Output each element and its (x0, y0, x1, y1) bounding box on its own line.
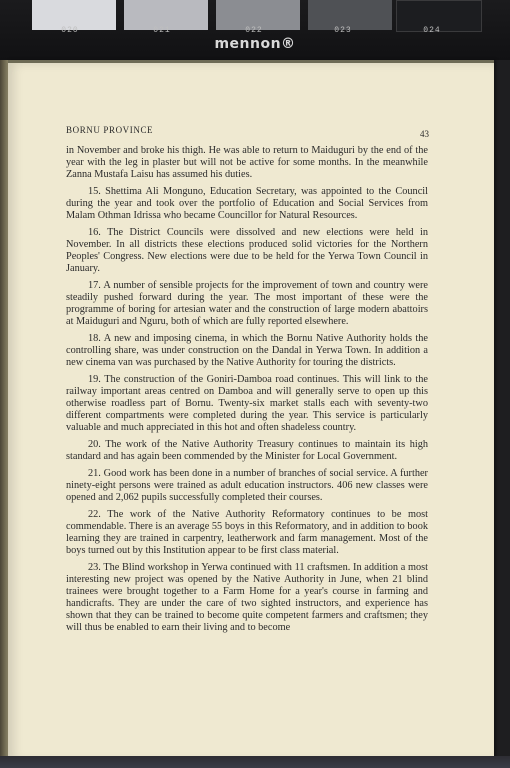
right-shadow (494, 60, 510, 760)
page-body (66, 145, 428, 639)
paragraph: 21. Good work has been done in a number of branches of social service. A further ninety-eight persons were trained as adult education instructors. 406 new classes were opened and 2,062 pupils successfully completed their courses. (66, 468, 428, 503)
swatch-number: 024 (423, 26, 441, 35)
swatch-number: 023 (334, 26, 352, 35)
paragraph: 15. Shettima Ali Monguno, Education Secretary, was appointed to the Council during the year and took over the portfolio of Education and Social Services from Malam Othman Idrissa who became Councillor for Natural Resources. (66, 186, 428, 221)
swatch-number: 021 (153, 26, 171, 35)
scanner-bed-edge (0, 756, 510, 768)
swatch-number: 020 (61, 26, 79, 35)
paragraph: 16. The District Councils were dissolved and new elections were held in November. In all districts these elections produced solid victories for the Northern Peoples' Congress. New elections were due to be held for the Yerwa Town Council in January. (66, 227, 428, 274)
paragraph: 18. A new and imposing cinema, in which the Bornu Native Authority holds the controlling share, was under construction on the Dandal in Yerwa Town. In addition a new cinema van was purchased by the Native Authority for touring the districts. (66, 333, 428, 368)
paragraph: 20. The work of the Native Authority Treasury continues to maintain its high standard and has again been commended by the Minister for Local Government. (66, 439, 428, 462)
paragraph: in November and broke his thigh. He was able to return to Maiduguri by the end of the year with the leg in plaster but will not be active for some months. In the meanwhile Zanna Mustafa Laisu has assumed his duties. (66, 145, 428, 180)
running-head: BORNU PROVINCE (66, 125, 154, 135)
scanner-calibration-bar (0, 0, 510, 60)
scanner-brand-logo: mennon® (214, 36, 296, 52)
paragraph: 23. The Blind workshop in Yerwa continued with 11 craftsmen. In addition a most interesting new project was opened by the Native Authority in June, when 21 blind trainees were brought together to a Farm Home for a year's course in farming and handicrafts. They are under the care of two sighted instructors, and experience has shown that they can be trained to become quite competent farmers and craftsmen; they will thus be enabled to earn their living and to become (66, 562, 428, 633)
swatch-number: 022 (245, 26, 263, 35)
paragraph: 22. The work of the Native Authority Reformatory continues to be most commendable. There is an average 55 boys in this Reformatory, and in addition to book learning they are trained in carpentry, leatherwork and farm management. Most of the boys turned out by this Institution appear to be first class material. (66, 509, 428, 556)
page-number: 43 (420, 129, 429, 139)
paragraph: 17. A number of sensible projects for the improvement of town and country were steadily pushed forward during the year. The most important of these were the programme of boring for artesian water and the construction of large modern abattoirs at Maiduguri and Nguru, both of which are fully reported elsewhere. (66, 280, 428, 327)
paragraph: 19. The construction of the Goniri-Damboa road continues. This will link to the railway important areas centred on Damboa and will generally serve to open up this otherwise roadless part of Bornu. Twenty-six market stalls each with seventy-two different compartments were completed during the year. This service is particularly valuable and much appreciated in this hot and often shadeless country. (66, 374, 428, 433)
book-page (8, 60, 494, 761)
